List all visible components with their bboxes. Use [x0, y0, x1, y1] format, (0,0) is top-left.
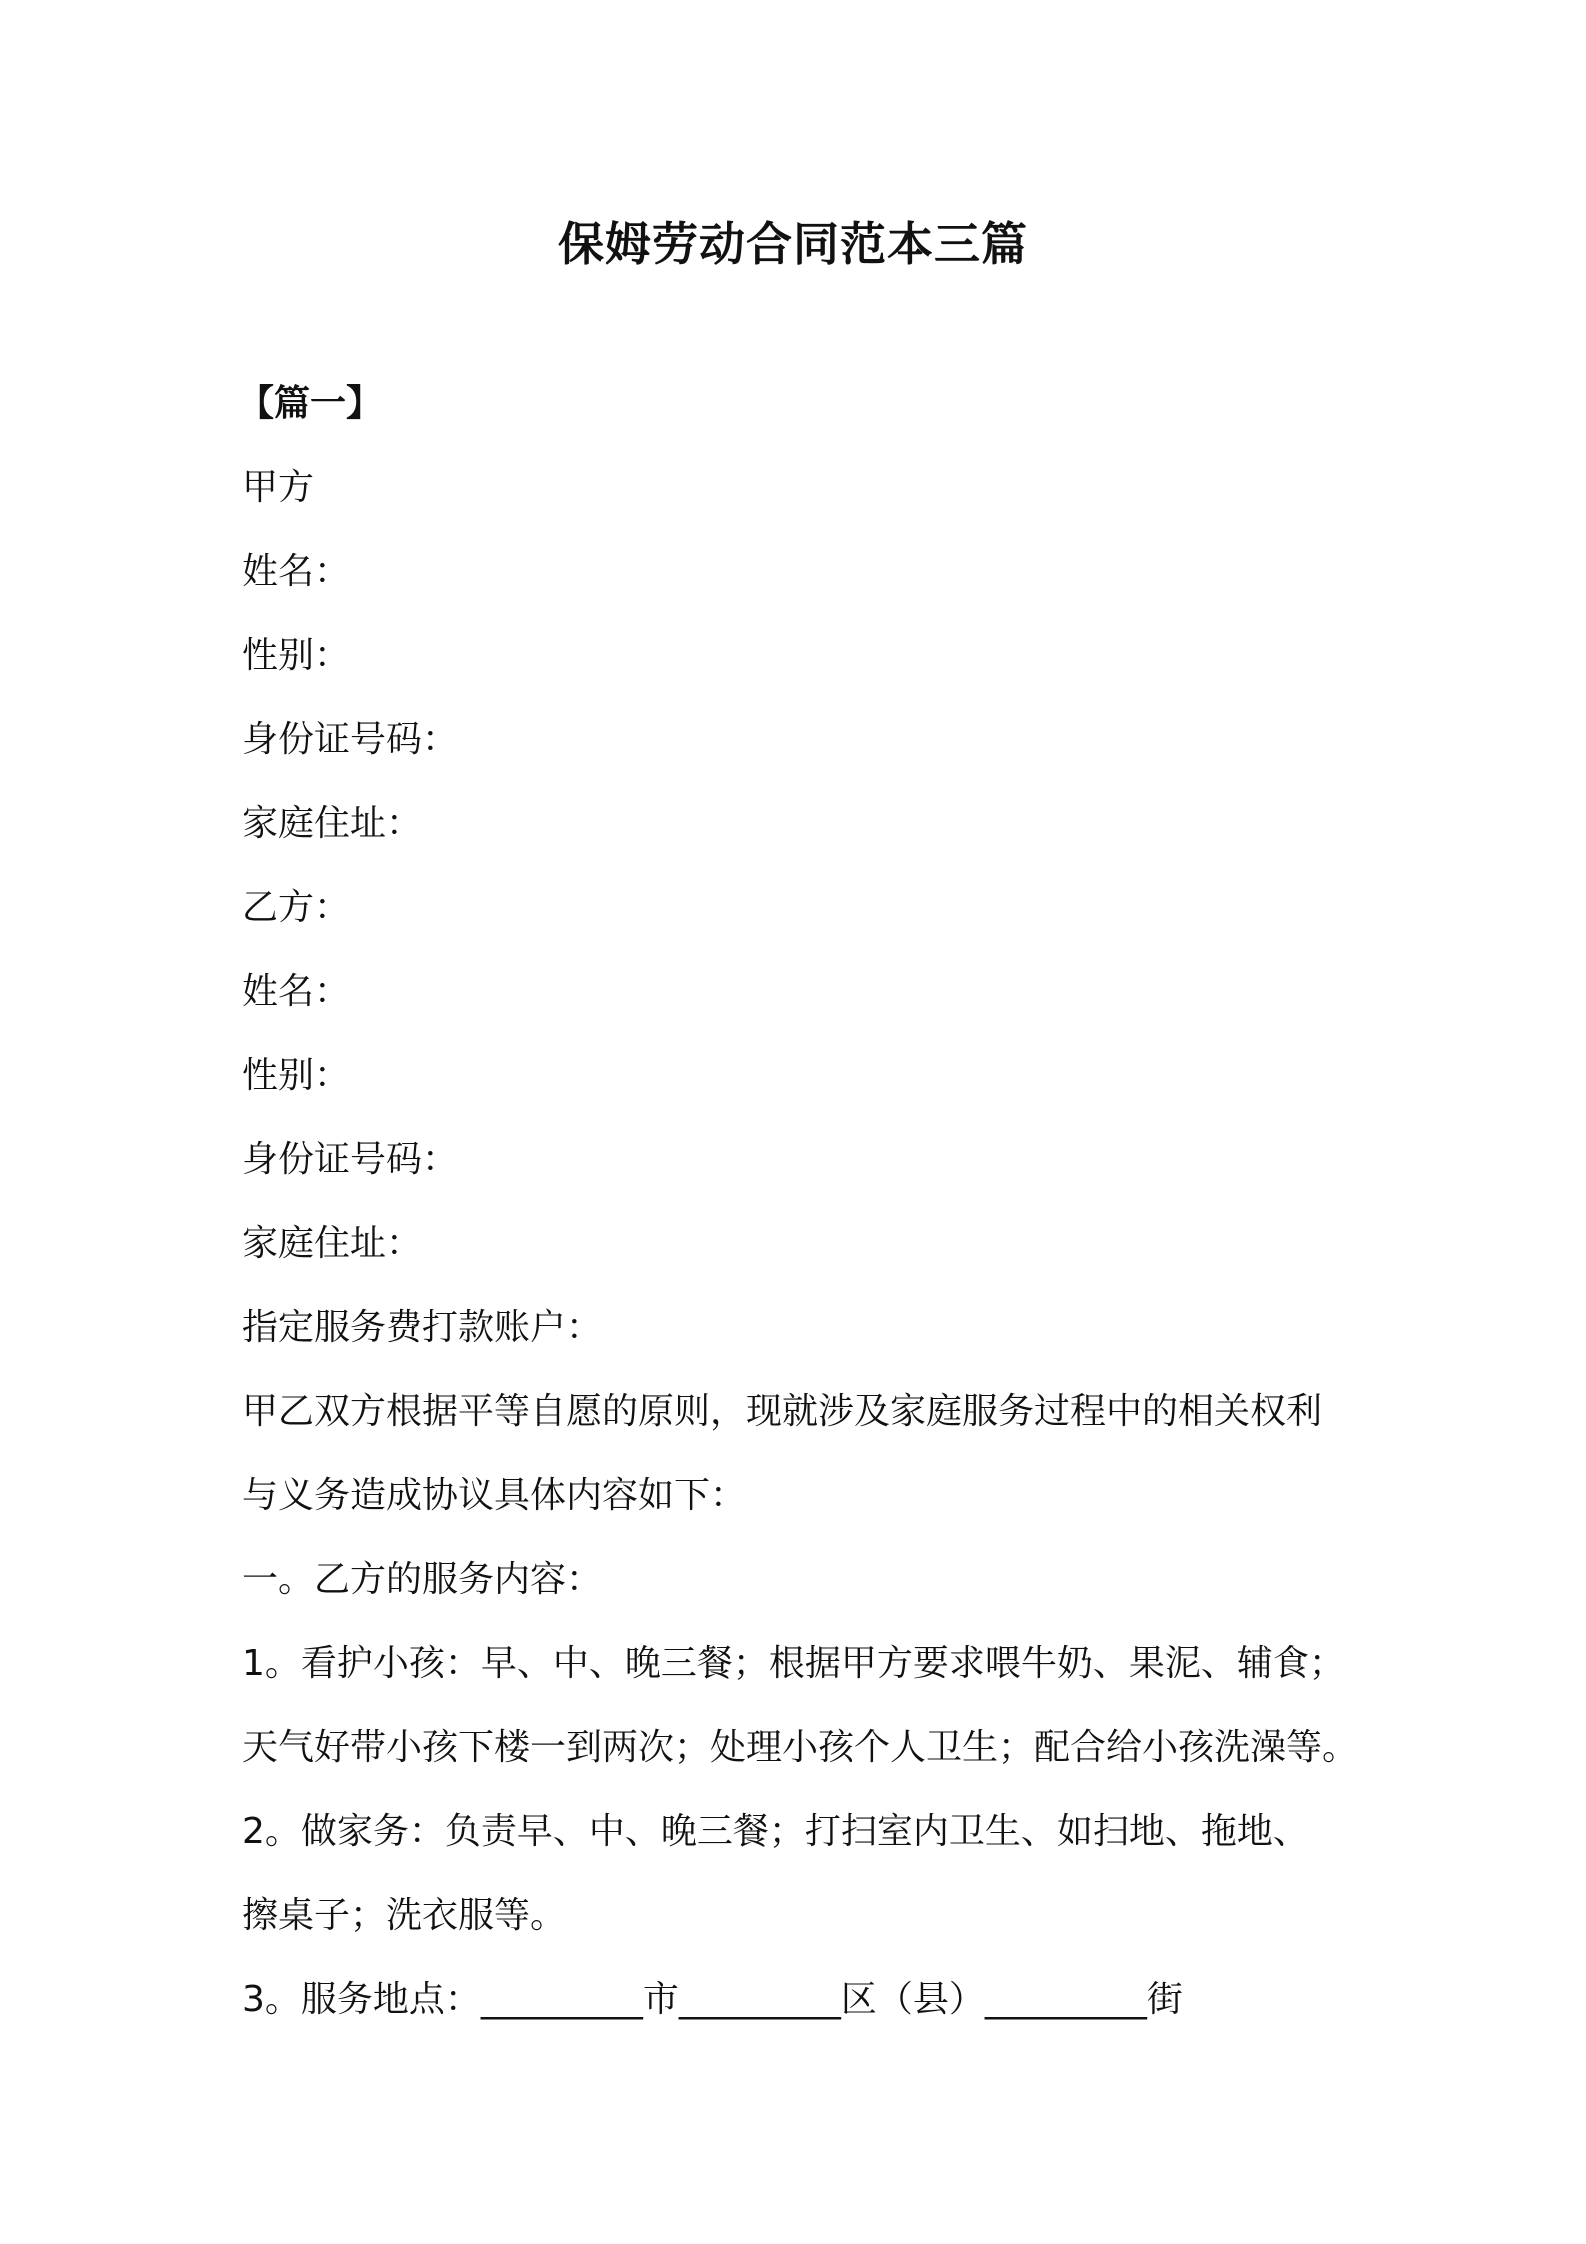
- party-a-id-field: 身份证号码：: [242, 719, 459, 760]
- party-b-gender-field: 性别：: [242, 1055, 351, 1096]
- childcare-item-line-2: 天气好带小孩下楼一到两次；处理小孩个人卫生；配合给小孩洗澡等。: [242, 1727, 1359, 1768]
- housework-item-line-2: 擦桌子；洗衣服等。: [242, 1895, 567, 1936]
- section-heading: 【篇一】: [238, 383, 383, 424]
- party-b-label: 乙方：: [242, 887, 351, 928]
- document-title: 保姆劳动合同范本三篇: [558, 217, 1028, 271]
- document-body: [238, 362, 1362, 2042]
- agreement-intro-line-1: 甲乙双方根据平等自愿的原则，现就涉及家庭服务过程中的相关权利: [242, 1391, 1323, 1432]
- payment-account-field: 指定服务费打款账户：: [242, 1307, 603, 1348]
- service-content-heading: 一。乙方的服务内容：: [242, 1559, 603, 1600]
- service-location-item: 3。服务地点：_________市_________区（县）_________街: [242, 1979, 1183, 2020]
- party-b-address-field: 家庭住址：: [242, 1223, 423, 1264]
- party-a-label: 甲方: [242, 467, 315, 508]
- agreement-intro-line-2: 与义务造成协议具体内容如下：: [242, 1475, 747, 1516]
- party-b-name-field: 姓名：: [242, 971, 351, 1012]
- childcare-item-line-1: 1。看护小孩：早、中、晚三餐；根据甲方要求喂牛奶、果泥、辅食；: [242, 1643, 1345, 1684]
- party-a-address-field: 家庭住址：: [242, 803, 423, 844]
- housework-item-line-1: 2。做家务：负责早、中、晚三餐；打扫室内卫生、如扫地、拖地、: [242, 1811, 1309, 1852]
- party-a-name-field: 姓名：: [242, 551, 351, 592]
- party-b-id-field: 身份证号码：: [242, 1139, 459, 1180]
- party-a-gender-field: 性别：: [242, 635, 351, 676]
